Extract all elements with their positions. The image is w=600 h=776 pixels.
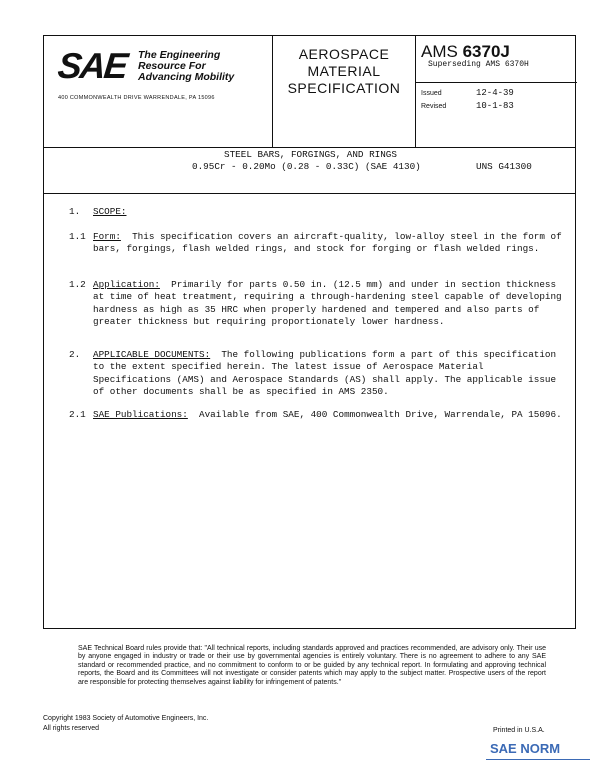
- issued-date: 12-4-39: [476, 88, 514, 98]
- technical-board-note: SAE Technical Board rules provide that: "All technical reports, including standards approved and practices recommended, are advisory only. Their use by anyone engaged in industry or trade or their use by governmental agencies is entirely voluntary. There is no agreement to adhere to any SAE standard or recommended practice, and no commitment to conform to or be guided by any technical report. In formulating and approving technical reports, the Board and its Committees will not investigate or consider patents which may apply to the subject matter. Prospective users of the report are responsible for protecting themselves against liability for infringement of patents.": [78, 645, 546, 686]
- superseding-note: Superseding AMS 6370H: [428, 60, 529, 69]
- sae-tagline: The Engineering Resource For Advancing Mobility: [138, 49, 235, 83]
- section-2-1: SAE Publications: Available from SAE, 400 Commonwealth Drive, Warrendale, PA 15096.: [93, 409, 562, 420]
- revised-label: Revised: [421, 103, 447, 110]
- section-1: 1. SCOPE:: [69, 206, 127, 217]
- uns-number: UNS G41300: [476, 161, 532, 172]
- section-2: APPLICABLE DOCUMENTS: The following publications form a part of this specification to the extent specified herein. The latest issue of Aerospace Material Specifications (AMS) and Aerospace Standards (AS) shall apply. The applicable issue of other documents shall be as specified in AMS 2350.: [93, 349, 557, 398]
- section-1-2-num: 1.2: [69, 279, 86, 290]
- section-1-1: Form: This specification covers an aircraft-quality, low-alloy steel in the form of bars, forgings, flash welded rings, and stock for forging or flash welded rings.: [93, 231, 562, 255]
- spec-frame: [43, 35, 576, 629]
- revised-date: 10-1-83: [476, 101, 514, 111]
- spec-title: STEEL BARS, FORGINGS, AND RINGS: [224, 149, 397, 160]
- sae-norm-watermark: SAE NORM: [490, 741, 561, 756]
- section-1-1-num: 1.1: [69, 231, 86, 242]
- section-2-1-num: 2.1: [69, 409, 86, 420]
- section-2-num: 2.: [69, 349, 81, 360]
- section-1-2: Application: Primarily for parts 0.50 in. (12.5 mm) and under in section thickness at time of heat treatment, requiring a through-hardening steel capable of developing hardness as high as 35 HRC when properly hardened and tempered and also parts of greater thickness but requiring proportionately lower hardness.: [93, 279, 562, 328]
- issued-label: Issued: [421, 90, 442, 97]
- sae-address: 400 COMMONWEALTH DRIVE WARRENDALE, PA 15096: [58, 95, 215, 101]
- document-type: AEROSPACE MATERIAL SPECIFICATION: [287, 46, 401, 96]
- sae-logo: SAE: [55, 45, 129, 86]
- spec-composition: 0.95Cr - 0.20Mo (0.28 - 0.33C) (SAE 4130): [192, 161, 421, 172]
- printed-in: Printed in U.S.A.: [493, 727, 545, 734]
- ams-number: AMS 6370J: [421, 42, 510, 61]
- copyright: Copyright 1983 Society of Automotive Engineers, Inc. All rights reserved: [43, 715, 209, 732]
